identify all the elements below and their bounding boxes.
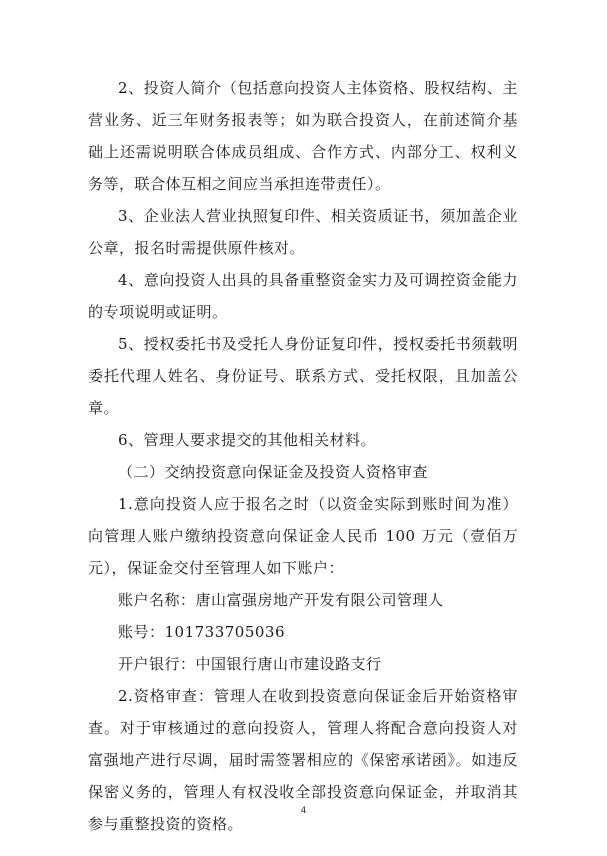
paragraph-investor-profile: 2、投资人简介（包括意向投资人主体资格、股权结构、主营业务、近三年财务报表等；如为联合投资人，在前述简介基础上还需说明联合体成员组成、合作方式、内部分工、权利义务等，联合体互相之间应当承担连带责任）。 (88, 79, 518, 193)
paragraph-power-of-attorney: 5、授权委托书及受托人身份证复印件，授权委托书须载明委托代理人姓名、身份证号、联系方式、受托权限，且加盖公章。 (88, 335, 518, 417)
paragraph-other-materials: 6、管理人要求提交的其他相关材料。 (118, 431, 377, 449)
account-number: 账号：101733705036 (118, 623, 286, 641)
paragraph-funding-capacity: 4、意向投资人出具的具备重整资金实力及可调控资金能力的专项说明或证明。 (88, 271, 518, 321)
paragraph-deposit-payment: 1.意向投资人应于报名之时（以资金实际到账时间为准）向管理人账户缴纳投资意向保证金人民币 100 万元（壹佰万元），保证金交付至管理人如下账户： (88, 495, 518, 577)
paragraph-qualification-review: 2.资格审查：管理人在收到投资意向保证金后开始资格审查。对于审核通过的意向投资人，管理人将配合意向投资人对富强地产进行尽调，届时需签署相应的《保密承诺函》。如违反保密义务的，管理人有权没收全部投资意向保证金，并取消其参与重整投资的资格。 (88, 687, 518, 833)
account-bank: 开户银行：中国银行唐山市建设路支行 (118, 655, 382, 673)
page-number: 4 (300, 806, 307, 816)
account-name: 账户名称：唐山富强房地产开发有限公司管理人 (118, 591, 444, 609)
section-heading-deposit: （二）交纳投资意向保证金及投资人资格审查 (118, 463, 429, 481)
paragraph-business-license: 3、企业法人营业执照复印件、相关资质证书，须加盖企业公章，报名时需提供原件核对。 (88, 207, 518, 257)
document-body (88, 72, 518, 840)
